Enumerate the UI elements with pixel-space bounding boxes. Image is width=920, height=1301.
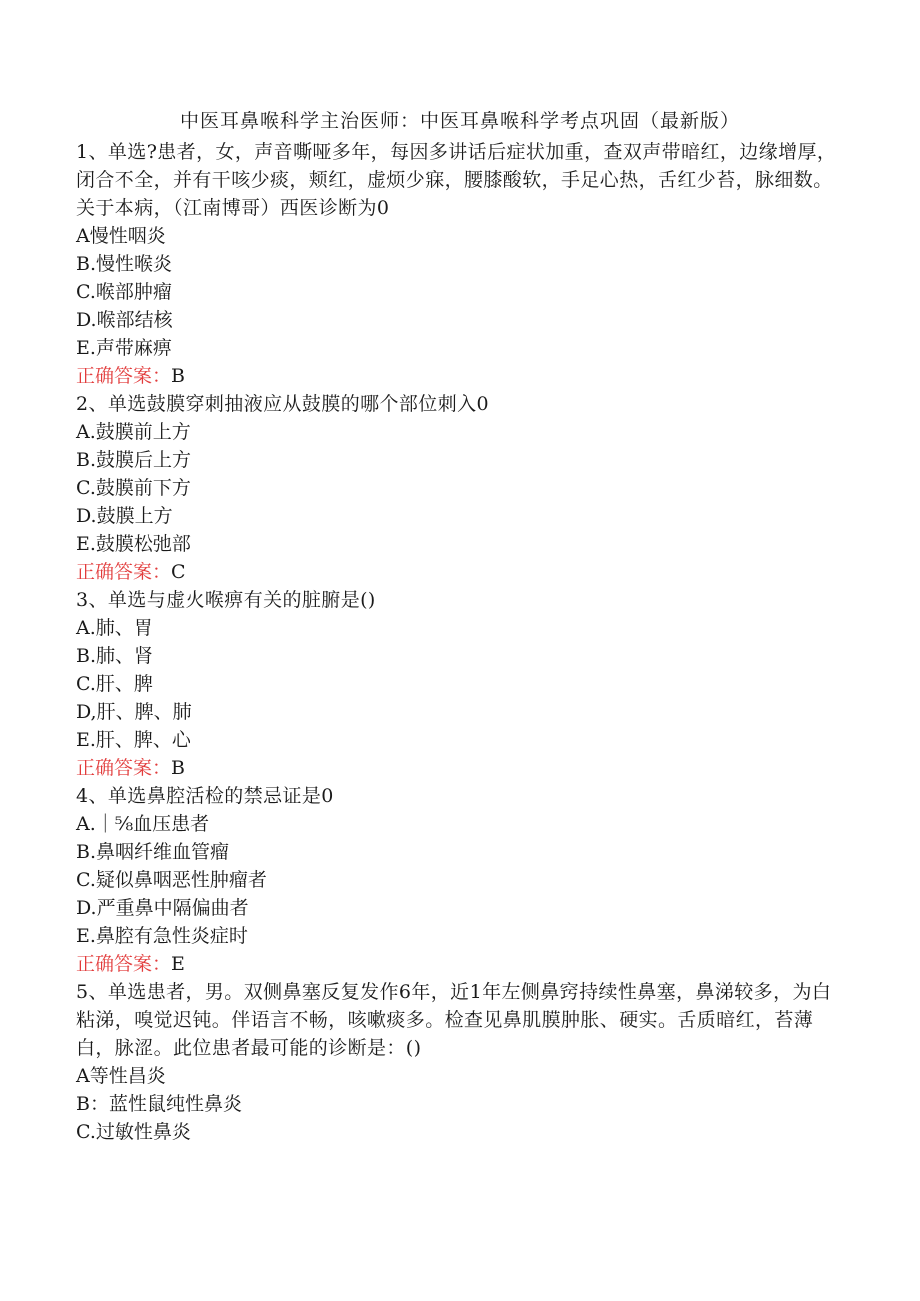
option-e: E.声带麻痹 [76, 337, 172, 359]
option-b: B：蓝性鼠纯性鼻炎 [76, 1093, 242, 1115]
answer-row [76, 950, 846, 978]
option-a: A.鼓膜前上方 [76, 421, 191, 443]
option-e: E.鼓膜松弛部 [76, 533, 191, 555]
answer-label: 正确答案： [76, 561, 172, 583]
option-c: C.喉部肿瘤 [76, 281, 172, 303]
option-b: B.鼓膜后上方 [76, 449, 192, 471]
answer-row [76, 558, 846, 586]
question-stem: 1、单选?患者，女，声音嘶哑多年，每因多讲话后症状加重，查双声带暗红，边缘增厚，闭合不全，并有干咳少痰，颊红，虚烦少寐，腰膝酸软，手足心热，舌红少苔，脉细数。 [76, 141, 837, 191]
question-stem: 2、单选鼓膜穿刺抽液应从鼓膜的哪个部位刺入0 [76, 393, 489, 415]
question-list [76, 138, 846, 1146]
option-d: D.喉部结核 [76, 309, 173, 331]
answer-row [76, 754, 846, 782]
option-b: B.肺、肾 [76, 645, 154, 667]
option-d: D,肝、脾、肺 [76, 701, 192, 723]
question-1 [76, 138, 846, 390]
question-stem-continued: 关于本病，（江南博哥）西医诊断为0 [76, 197, 390, 219]
option-d: D.鼓膜上方 [76, 505, 173, 527]
option-c: C.鼓膜前下方 [76, 477, 191, 499]
question-stem: 4、单选鼻腔活检的禁忌证是0 [76, 785, 334, 807]
question-3 [76, 586, 846, 782]
option-e: E.肝、脾、心 [76, 729, 191, 751]
answer-row [76, 362, 846, 390]
question-stem: 5、单选患者，男。双侧鼻塞反复发作6年，近1年左侧鼻窍持续性鼻塞，鼻涕较多，为白粘涕，嗅觉迟钝。伴语言不畅，咳嗽痰多。检查见鼻肌膜肿胀、硬实。舌质暗红，苔薄白，脉涩。此位患者最可能的诊断是：() [76, 981, 832, 1059]
option-c: C.过敏性鼻炎 [76, 1121, 191, 1143]
document-title: 中医耳鼻喉科学主治医师：中医耳鼻喉科学考点巩固（最新版） [179, 110, 740, 132]
question-4 [76, 782, 846, 978]
answer-value: B [171, 757, 185, 779]
answer-label: 正确答案： [76, 953, 172, 975]
answer-value: E [171, 953, 185, 975]
answer-value: B [171, 365, 185, 387]
option-a: A.肺、胃 [76, 617, 153, 639]
option-d: D.严重鼻中隔偏曲者 [76, 897, 249, 919]
question-2 [76, 390, 846, 586]
option-e: E.鼻腔有急性炎症时 [76, 925, 248, 947]
answer-label: 正确答案： [76, 757, 172, 779]
option-b: B.慢性喉炎 [76, 253, 173, 275]
option-a: A.｜⅝血压患者 [76, 813, 210, 835]
answer-value: C [171, 561, 186, 583]
question-stem: 3、单选与虚火喉痹有关的脏腑是() [76, 589, 376, 611]
question-5 [76, 978, 846, 1146]
option-c: C.疑似鼻咽恶性肿瘤者 [76, 869, 267, 891]
option-a: A等性昌炎 [76, 1065, 166, 1087]
option-a: A慢性咽炎 [76, 225, 166, 247]
option-c: C.肝、脾 [76, 673, 153, 695]
answer-label: 正确答案： [76, 365, 172, 387]
option-b: B.鼻咽纤维血管瘤 [76, 841, 230, 863]
